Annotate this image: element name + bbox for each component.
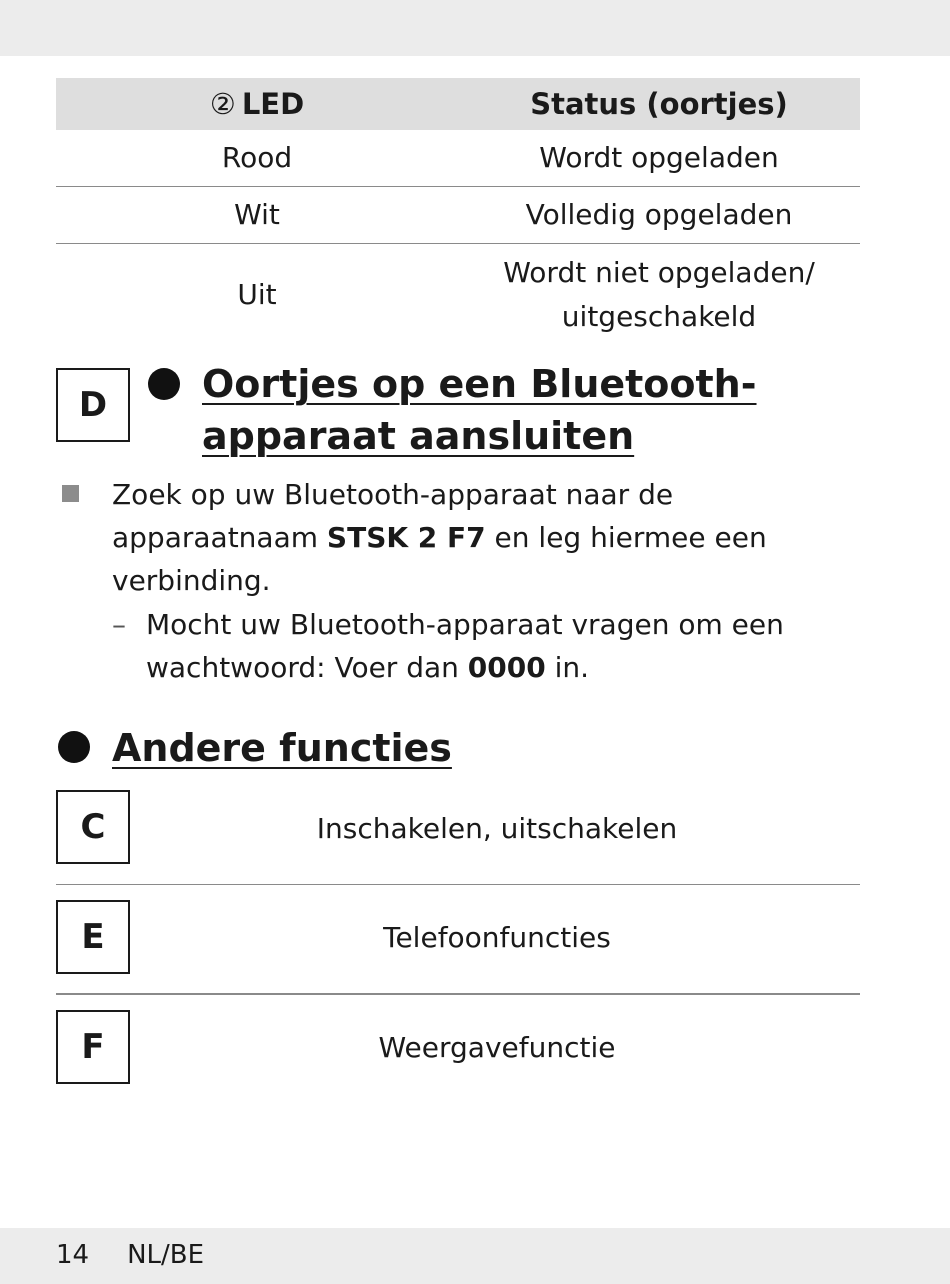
- header-status: Status (oortjes): [530, 87, 788, 121]
- header-led: ② LED: [209, 87, 305, 121]
- page-footer: [56, 1240, 242, 1270]
- table-row: [56, 130, 860, 187]
- led-status-table: [56, 78, 860, 346]
- instruction-text: Zoek op uw Bluetooth-apparaat naar de apparaatnaam STSK 2 F7 en leg hiermee een verbinding.: [112, 478, 767, 597]
- password-value: 0000: [467, 651, 546, 684]
- status-cell: Volledig opgeladen: [525, 198, 793, 231]
- function-label: Telefoonfuncties: [383, 921, 611, 954]
- figure-label-c: C: [56, 790, 130, 864]
- led-cell: Rood: [221, 141, 293, 174]
- section-heading-other-functions: Andere functies: [112, 726, 452, 770]
- function-label: Weergavefunctie: [378, 1031, 616, 1064]
- figure-label-d: D: [56, 368, 130, 442]
- square-bullet-icon: [62, 485, 79, 502]
- led-ref-number: ②: [209, 87, 236, 121]
- section-heading-bluetooth: Oortjes op een Bluetooth- apparaat aansluiten: [202, 362, 757, 458]
- top-band: [0, 0, 950, 56]
- led-cell: Uit: [237, 278, 277, 311]
- figure-label-f: F: [56, 1010, 130, 1084]
- divider: [56, 884, 860, 885]
- table-row: [56, 244, 860, 346]
- table-row: [56, 187, 860, 244]
- status-cell: Wordt niet opgeladen/ uitgeschakeld: [503, 256, 815, 333]
- device-name: STSK 2 F7: [326, 521, 486, 554]
- function-label: Inschakelen, uitschakelen: [316, 812, 678, 845]
- sub-instruction-text: Mocht uw Bluetooth-apparaat vragen om een wachtwoord: Voer dan 0000 in.: [146, 608, 784, 684]
- page-number: 14: [56, 1240, 90, 1270]
- table-header: [56, 78, 860, 130]
- led-cell: Wit: [234, 198, 280, 231]
- section-bullet-icon: [58, 731, 90, 763]
- dash-bullet: –: [112, 608, 126, 641]
- divider: [56, 993, 860, 995]
- locale-code: NL/BE: [127, 1240, 205, 1270]
- figure-label-e: E: [56, 900, 130, 974]
- status-cell: Wordt opgeladen: [539, 141, 779, 174]
- section-bullet-icon: [148, 368, 180, 400]
